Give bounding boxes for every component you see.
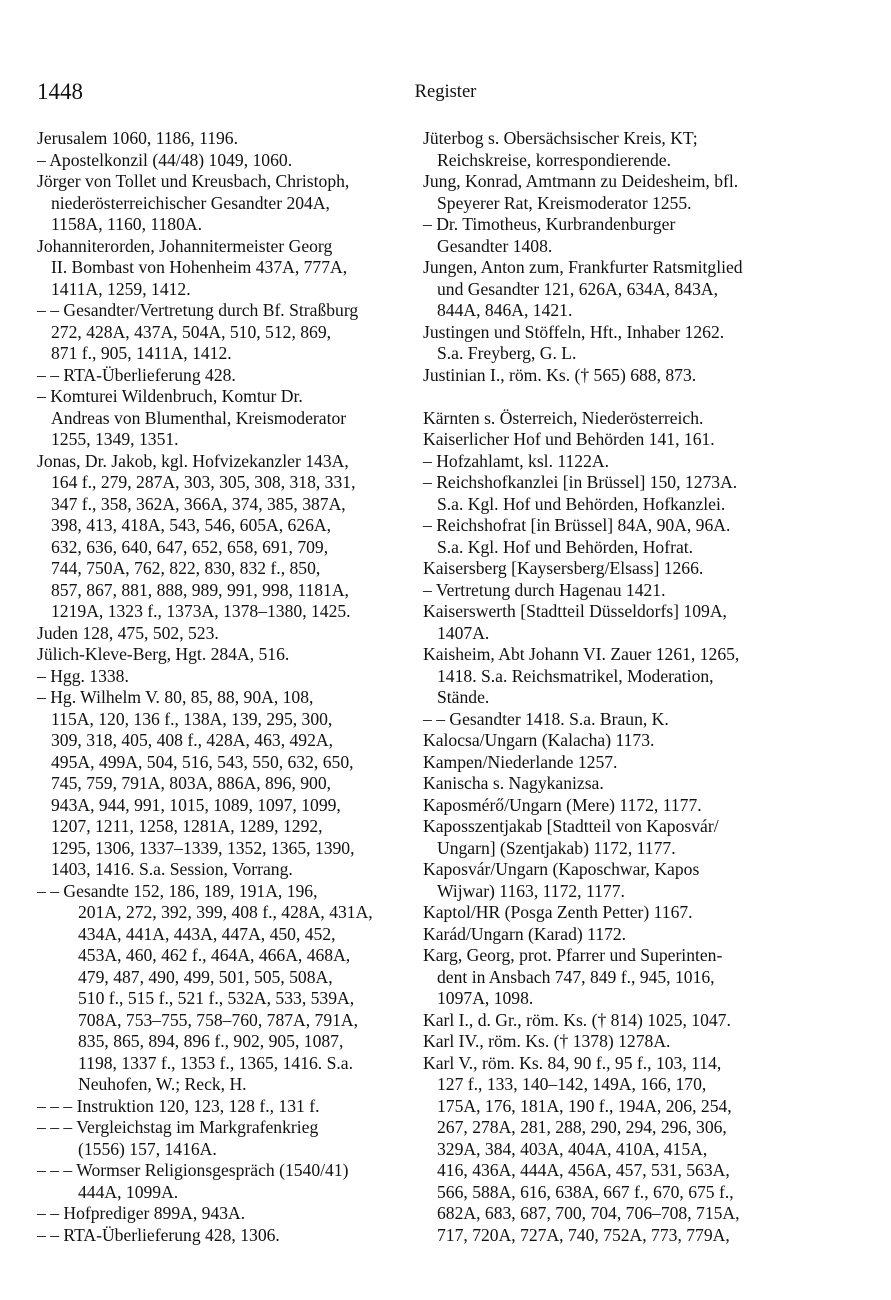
index-entry (37, 687, 419, 881)
index-entry-line: S.a. Freyberg, G. L. (437, 343, 577, 363)
index-entry (423, 214, 805, 257)
index-entry (37, 365, 419, 387)
index-entry-line: Andreas von Blumenthal, Kreismoderator (51, 407, 347, 428)
index-entry-line: Ungarn] (Szentjakab) 1172, 1177. (437, 837, 676, 858)
index-entry-line: 835, 865, 894, 896 f., 902, 905, 1087, (78, 1031, 344, 1051)
index-entry-line: Jung, Konrad, Amtmann zu Deidesheim, bfl. (423, 171, 739, 191)
index-entry-line: 943A, 944, 991, 1015, 1089, 1097, 1099, (51, 794, 341, 815)
index-entry (423, 472, 805, 515)
index-entry (37, 128, 419, 150)
index-entry-line: 309, 318, 405, 408 f., 428A, 463, 492A, (51, 730, 333, 750)
index-entry-line: II. Bombast von Hohenheim 437A, 777A, (51, 257, 348, 277)
index-entry (423, 515, 805, 558)
index-entry-line: – Reichshofkanzlei [in Brüssel] 150, 1273A. (423, 472, 738, 492)
index-entry-line: Johanniterorden, Johannitermeister Georg (37, 235, 333, 256)
index-entry-line: Kaposszentjakab [Stadtteil von Kaposvár/ (423, 816, 719, 836)
index-entry-line: Wijwar) 1163, 1172, 1177. (437, 880, 625, 901)
index-entry-line: 1295, 1306, 1337–1339, 1352, 1365, 1390, (51, 837, 355, 858)
index-entry-line: – Reichshofrat [in Brüssel] 84A, 90A, 96A. (423, 515, 731, 535)
index-entry-line: Neuhofen, W.; Reck, H. (78, 1074, 247, 1094)
index-entry-line: Jüterbog s. Obersächsischer Kreis, KT; (423, 128, 698, 148)
index-entry-line: 164 f., 279, 287A, 303, 305, 308, 318, 331, (51, 472, 356, 492)
index-entry-line: dent in Ansbach 747, 849 f., 945, 1016, (437, 966, 715, 987)
index-entry-line: Gesandter 1408. (437, 235, 553, 256)
index-entry-line: 115A, 120, 136 f., 138A, 139, 295, 300, (51, 708, 333, 729)
index-entry (423, 322, 805, 365)
index-entry-line: Kaposvár/Ungarn (Kaposchwar, Kapos (423, 859, 700, 879)
index-entry (37, 451, 419, 623)
index-entry-line: – Komturei Wildenbruch, Komtur Dr. (37, 386, 303, 406)
index-entry-line: 416, 436A, 444A, 456A, 457, 531, 563A, (437, 1160, 730, 1180)
index-entry (423, 644, 805, 709)
index-entry-line: Kanischa s. Nagykanizsa. (423, 773, 604, 793)
index-entry-line: niederösterreichischer Gesandter 204A, (51, 192, 330, 213)
index-entry-line: Jerusalem 1060, 1186, 1196. (37, 128, 238, 148)
index-entry (37, 881, 419, 1096)
index-entry-line: 1207, 1211, 1258, 1281A, 1289, 1292, (51, 816, 323, 836)
index-entry-line: S.a. Kgl. Hof und Behörden, Hofrat. (437, 536, 694, 557)
index-entry-line: 708A, 753–755, 758–760, 787A, 791A, (78, 1009, 359, 1030)
index-entry (423, 601, 805, 644)
index-entry (423, 171, 805, 214)
index-entry (37, 236, 419, 301)
index-entry (423, 558, 805, 580)
index-entry-line: Kaiserlicher Hof und Behörden 141, 161. (423, 429, 715, 449)
index-entry-line: Karl IV., röm. Ks. († 1378) 1278A. (423, 1031, 671, 1051)
index-entry (423, 902, 805, 924)
index-entry-line: Kaisheim, Abt Johann VI. Zauer 1261, 1265, (423, 644, 740, 664)
index-entry-line: 201A, 272, 392, 399, 408 f., 428A, 431A, (78, 902, 373, 922)
index-entry-line: 479, 487, 490, 499, 501, 505, 508A, (78, 966, 333, 987)
index-entry-line: 744, 750A, 762, 822, 830, 832 f., 850, (51, 558, 321, 578)
index-entry (37, 1160, 419, 1203)
index-entry-line: – Dr. Timotheus, Kurbrandenburger (423, 214, 676, 234)
index-entry-line: Stände. (437, 687, 490, 707)
index-entry-line: 347 f., 358, 362A, 366A, 374, 385, 387A, (51, 493, 346, 514)
index-entry (37, 1225, 419, 1247)
index-entry-line: – Hgg. 1338. (37, 665, 129, 686)
index-entry-line: 1418. S.a. Reichsmatrikel, Moderation, (437, 665, 714, 686)
index-entry-line: 745, 759, 791A, 803A, 886A, 896, 900, (51, 773, 332, 793)
index-entry-line: – – Gesandter 1418. S.a. Braun, K. (423, 708, 669, 729)
index-entry-line: Kaposmérő/Ungarn (Mere) 1172, 1177. (423, 794, 702, 815)
index-entry-line: 1097A, 1098. (437, 988, 534, 1008)
index-entry (37, 1096, 419, 1118)
index-entry-line: 844A, 846A, 1421. (437, 300, 573, 320)
page-number: 1448 (37, 79, 83, 104)
index-entry-line: 272, 428A, 437A, 504A, 510, 512, 869, (51, 321, 332, 342)
index-entry-line: – – Hofprediger 899A, 943A. (37, 1203, 246, 1223)
index-entry (37, 150, 419, 172)
index-entry (37, 300, 419, 365)
index-entry-line: 1255, 1349, 1351. (51, 429, 179, 449)
index-entry-line: Justinian I., röm. Ks. († 565) 688, 873. (423, 364, 697, 385)
index-entry-line: 632, 636, 640, 647, 652, 658, 691, 709, (51, 536, 329, 557)
index-column-left (37, 128, 419, 1246)
index-entry (37, 623, 419, 645)
index-entry-line: 434A, 441A, 443A, 447A, 450, 452, (78, 923, 336, 944)
index-entry-line: 717, 720A, 727A, 740, 752A, 773, 779A, (437, 1224, 730, 1245)
index-entry-line: – Hg. Wilhelm V. 80, 85, 88, 90A, 108, (37, 687, 314, 707)
index-entry-line: S.a. Kgl. Hof und Behörden, Hofkanzlei. (437, 493, 726, 514)
index-entry (37, 1117, 419, 1160)
index-entry-line: Speyerer Rat, Kreismoderator 1255. (437, 192, 692, 213)
index-entry-line: – – Gesandte 152, 186, 189, 191A, 196, (37, 880, 318, 901)
index-entry-line: Juden 128, 475, 502, 523. (37, 622, 219, 643)
index-entry-line: – – Gesandter/Vertretung durch Bf. Straßburg (37, 300, 359, 320)
index-entry (423, 773, 805, 795)
index-entry-line: 127 f., 133, 140–142, 149A, 166, 170, (437, 1074, 707, 1094)
index-entry-line: 1407A. (437, 622, 490, 643)
index-entry (423, 795, 805, 817)
index-entry-line: Justingen und Stöffeln, Hft., Inhaber 1262. (423, 321, 725, 342)
index-entry-line: Jonas, Dr. Jakob, kgl. Hofvizekanzler 143A, (37, 450, 349, 471)
index-entry-line: Karád/Ungarn (Karad) 1172. (423, 923, 627, 944)
index-entry-line: 495A, 499A, 504, 516, 543, 550, 632, 650, (51, 751, 354, 772)
index-entry (423, 408, 805, 430)
index-entry-line: 857, 867, 881, 888, 989, 991, 998, 1181A, (51, 579, 349, 600)
index-entry (423, 730, 805, 752)
index-entry-line: – – RTA-Überlieferung 428, 1306. (37, 1224, 280, 1245)
index-entry-line: Kaptol/HR (Posga Zenth Petter) 1167. (423, 902, 693, 922)
index-entry-line: – – RTA-Überlieferung 428. (37, 364, 236, 385)
index-entry-line: 398, 413, 418A, 543, 546, 605A, 626A, (51, 515, 332, 535)
index-entry (423, 580, 805, 602)
index-entry (423, 859, 805, 902)
index-entry-line: Kampen/Niederlande 1257. (423, 751, 618, 772)
index-entry-line: 453A, 460, 462 f., 464A, 466A, 468A, (78, 945, 351, 965)
index-entry-line: 1403, 1416. S.a. Session, Vorrang. (51, 859, 293, 879)
index-entry-line: – Apostelkonzil (44/48) 1049, 1060. (37, 149, 293, 170)
index-entry-line: Kalocsa/Ungarn (Kalacha) 1173. (423, 730, 655, 750)
index-entry (423, 1031, 805, 1053)
index-entry (37, 644, 419, 666)
index-entry-line: 871 f., 905, 1411A, 1412. (51, 343, 232, 363)
index-entry-line: Jörger von Tollet und Kreusbach, Christoph, (37, 171, 350, 191)
index-entry-line: Karg, Georg, prot. Pfarrer und Superinten- (423, 945, 723, 965)
index-entry (423, 1010, 805, 1032)
index-entry-line: Reichskreise, korrespondierende. (437, 149, 672, 170)
index-entry-line: 267, 278A, 281, 288, 290, 294, 296, 306, (437, 1117, 727, 1137)
index-entry-line: Karl V., röm. Ks. 84, 90 f., 95 f., 103, 114, (423, 1052, 722, 1073)
index-entry-line: (1556) 157, 1416A. (78, 1138, 217, 1159)
index-entry-line: 444A, 1099A. (78, 1181, 179, 1202)
index-entry-line: – Vertretung durch Hagenau 1421. (423, 579, 666, 600)
index-entry-line: 1158A, 1160, 1180A. (51, 214, 203, 234)
index-entry (37, 666, 419, 688)
index-entry (37, 1203, 419, 1225)
index-entry-line: Karl I., d. Gr., röm. Ks. († 814) 1025, 1047. (423, 1009, 731, 1030)
index-entry (423, 429, 805, 451)
running-head: Register (414, 82, 477, 102)
index-entry (423, 257, 805, 322)
index-entry-line: Kaiserswerth [Stadtteil Düsseldorfs] 109A, (423, 601, 727, 621)
index-entry-line: – Hofzahlamt, ksl. 1122A. (423, 450, 610, 471)
index-entry (423, 451, 805, 473)
index-entry (423, 365, 805, 387)
index-entry-line: und Gesandter 121, 626A, 634A, 843A, (437, 278, 718, 299)
index-entry-line: Jülich-Kleve-Berg, Hgt. 284A, 516. (37, 644, 290, 664)
index-entry (423, 1053, 805, 1247)
index-entry-line: 1219A, 1323 f., 1373A, 1378–1380, 1425. (51, 601, 351, 621)
index-entry (423, 709, 805, 731)
index-entry-line: 566, 588A, 616, 638A, 667 f., 670, 675 f., (437, 1181, 734, 1202)
index-entry-line: 1411A, 1259, 1412. (51, 278, 191, 299)
index-entry-line: 175A, 176, 181A, 190 f., 194A, 206, 254, (437, 1095, 732, 1116)
index-entry-line: 1198, 1337 f., 1353 f., 1365, 1416. S.a. (78, 1052, 353, 1073)
index-entry (423, 924, 805, 946)
index-entry-line: 682A, 683, 687, 700, 704, 706–708, 715A, (437, 1203, 740, 1223)
index-entry-line: 329A, 384, 403A, 404A, 410A, 415A, (437, 1138, 708, 1159)
index-entry-line: 510 f., 515 f., 521 f., 532A, 533, 539A, (78, 988, 355, 1008)
index-entry-line: – – – Vergleichstag im Markgrafenkrieg (37, 1117, 319, 1137)
index-entry-line: Jungen, Anton zum, Frankfurter Ratsmitglied (423, 257, 743, 277)
index-entry (423, 816, 805, 859)
index-entry (423, 945, 805, 1010)
index-entry (37, 386, 419, 451)
index-entry (423, 128, 805, 171)
index-column-right (423, 128, 805, 1246)
index-entry-line: Kärnten s. Österreich, Niederösterreich. (423, 407, 704, 428)
index-entry (423, 752, 805, 774)
index-entry-line: – – – Instruktion 120, 123, 128 f., 131 f. (37, 1095, 320, 1116)
index-entry (37, 171, 419, 236)
index-entry-line: – – – Wormser Religionsgespräch (1540/41) (37, 1160, 349, 1180)
index-entry-line: Kaisersberg [Kaysersberg/Elsass] 1266. (423, 558, 704, 578)
